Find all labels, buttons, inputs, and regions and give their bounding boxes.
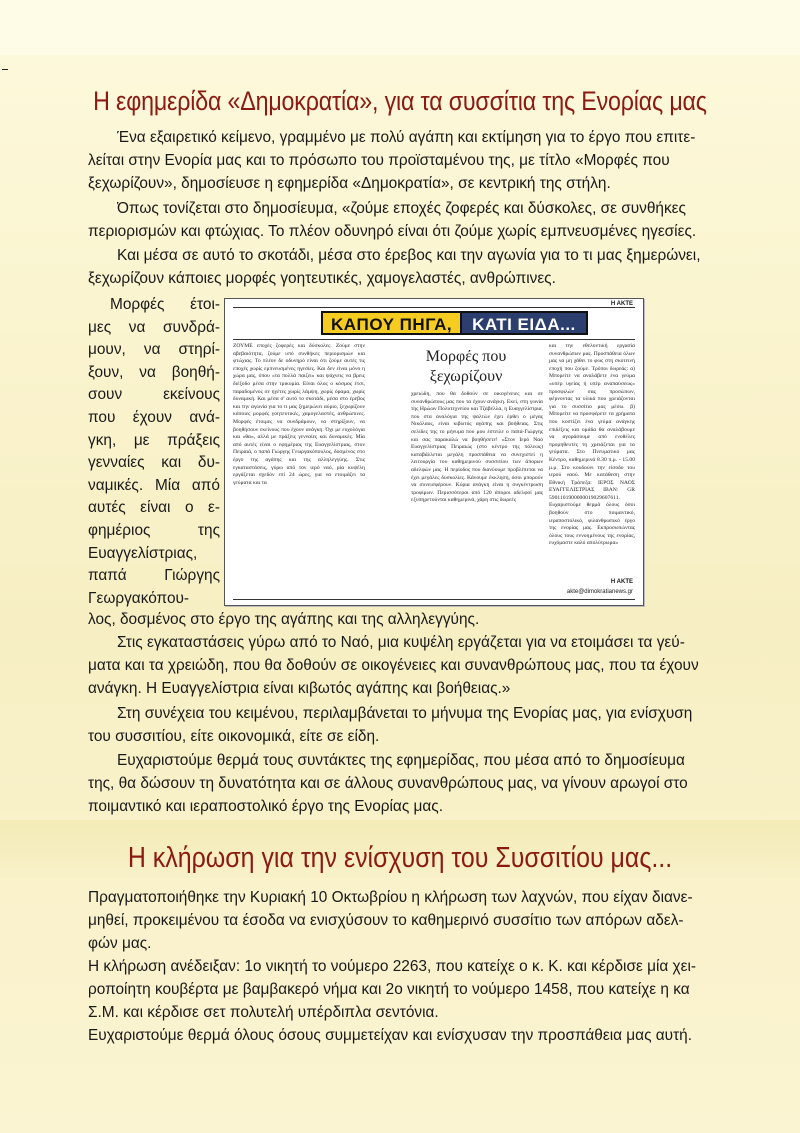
text-line: Ένα εξαιρετικό κείμενο, γραμμένο με πολύ αγάπη και εκτίμηση για το έργο που επιτε- (117, 129, 696, 146)
clipping-headline: Μορφές που ξεχωρίζουν (425, 348, 507, 385)
text-line: μηθεί, προκειμένου τα έσοδα να ενισχύσουν το καθημερινό συσσίτιο των απόρων αδελ- (88, 912, 684, 929)
text-line: που έχουν ανά- (88, 408, 220, 426)
text-line: Μορφές έτοι- (110, 296, 220, 313)
divider (233, 599, 635, 600)
clipping-banner (321, 311, 588, 335)
clipping-column-3: και την εθελοντική εργασία συνανθρώπων μας. Προσπάθεια όλων μας να μη χάθει το φως στη σκοτεινή εποχή που ζούμε. Τρόποι δωρεάς: α) Μπορείτε να αναλάβετε ένα γεύμα «υπέρ υγείας ή υπέρ αναπαύσεως» προσφιλών σας προσώπων, φέρνοντας τα υλικά που χρειάζονται για το συσσίτιο μας μέσω. β) Μπορείτε να προσφέρετε τα χρήματα που κοστίζει ένα γεύμα ανάγκης επιδέξεις και ομάδα θα αναλάβουμε να αγοράσουμε από ενοθέλες προμηθευτές τη χρειάζεται για τα γεύματα. Στο Πνευματικό μας Κέντρο, καθημερινά 8.30 π.μ. - 15.00 μ.μ. Στο κουδούνι την είσοδο του ιερού ναού. Με κατάθεση στην Εθνική Τράπεζα: ΙΕΡΟΣ ΝΑΟΣ ΕΥΑΓΓΕΛΙΣΤΡΙΑΣ IBAN: GR 5901101900000019029607611. Ευχαριστούμε θερμά όλους όσοι βοηθούν στο ποιμαντικό, ιεραποστολικό, φιλανθρωπικό έργο της ενορίας μας. Εκπροσωπώντας όλους τους εννοημένους της ενορίας, ευχόμαστε καλό απολύτρωμα» (549, 343, 635, 547)
text-line: Ευαγγελίστριας, (88, 544, 198, 562)
clipping-author: Η ΑΚΤΕ (610, 301, 633, 307)
article-title: Η εφημερίδα «Δημοκρατία», για τα συσσίτια της Ενορίας μας (93, 86, 707, 116)
text-line: Στη συνέχεια του κειμένου, περιλαμβάνεται το μήνυμα της Ενορίας μας, για ενίσχυση (117, 705, 693, 722)
text-line: ξουν, να βοηθή- (88, 363, 220, 381)
text-line: Στις εγκαταστάσεις γύρω από το Ναό, μια κυψέλη εργάζεται για να ετοιμάσει τα γεύ- (117, 634, 685, 651)
text-line: Πραγματοποιήθηκε την Κυριακή 10 Οκτωβρίου η κλήρωση των λαχνών, που είχαν διανε- (88, 889, 693, 906)
text-line: ματα και τα χρειώδη, που θα δοθούν σε οικογένειες και συνανθρώπους μας, που τα έχουν (88, 657, 699, 674)
text-line: ξεχωρίζουν», δημοσίευσε η εφημερίδα «Δημοκρατία», σε κεντρική της στήλη. (88, 175, 611, 192)
clipping-author-bottom: Η ΑΚΤΕ (610, 579, 633, 585)
text-line: παπά Γιώργης (88, 567, 220, 585)
text-line: φημέριος της (88, 521, 220, 539)
banner-right: ΚΑΤΙ ΕΙΔΑ... (462, 311, 588, 335)
banner-left: ΚΑΠΟΥ ΠΗΓΑ, (321, 311, 462, 335)
text-line: γενναίες και δυ- (88, 454, 220, 472)
text-line: Ευχαριστούμε θερμά όλους όσους συμμετείχαν και ενίσχυσαν την προσπάθεια μας αυτή. (88, 1027, 692, 1044)
text-line: της, θα δώσουν τη δυνατότητα και σε άλλους συνανθρώπους μας, να γίνουν αρωγοί στο (88, 775, 688, 792)
text-line: μουν, να στηρί- (88, 341, 220, 359)
top-band (0, 0, 800, 55)
narrow-column (88, 294, 220, 610)
text-line: περιορισμών και φτώχιας. Το πλέον οδυνηρό είναι ότι ζούμε χωρίς εμπνευσμένες ηγεσίες. (88, 223, 697, 240)
text-line: Και μέσα σε αυτό το σκοτάδι, μέσα στο έρεβος και την αγωνία για το τι μας ξημερώνει, (117, 247, 701, 264)
text-line: ανάγκη. Η Ευαγγελίστρια είναι κιβωτός αγάπης και βοήθειας.» (88, 680, 511, 697)
text-line: Ευχαριστούμε θερμά τους συντάκτες της εφημερίδας, που μέσα από το δημοσίευμα (117, 752, 685, 769)
text-line: αυτές είναι ο ε- (88, 499, 220, 517)
divider (233, 339, 635, 340)
text-line: γκη, με πράξεις (88, 431, 220, 449)
text-line: μες να συνδρά- (88, 318, 220, 336)
text-line: Η κλήρωση ανέδειξαν: 1ο νικητή το νούμερο 2263, που κατείχε ο κ. Κ. και κέρδισε μία χει- (88, 958, 697, 975)
clipping-column-1: ΖΟΥΜΕ εποχές ζοφερές και δύσκολες. Ζούμε στην αβεβαιότητα, ζούμε υπό συνθήκες περιορισμών και φτώχιας. Το πλέον δε οδυνηρό είναι ότι ζούμε αυτές τις εποχές χωρίς εμπνευσμένες ηγεσίες. Και δεν είναι μόνο η χώρα μας, όπου «τα πολλά παιζει» και ψάχνεις να βρεις διέξοδο μέσα στην τρικυμία. Είναι όλος ο κόσμος έτσι, παραδομένος σε ηγέτες χωρίς λάμψη, χωρίς όραμα, χωρίς δυναμική. Και μέσα σ' αυτό το σκοτάδι, μέσα στο έρεβος και την αγωνία για το τι μας ξημερώνει αύριο, ξεχωρίζουν κάποιες μορφές γοητευτικές, χαμογελαστές, ανθρώπινες. Μορφές έτοιμες να συνδράμουν, να στηρίξουν, να βοηθήσουν εκείνους που έχουν ανάγκη. Όχι με ευχολόγια και «θα», αλλά με πράξεις γενναίες και δυναμικές. Μία από αυτές είναι ο εφημέριος της Ευαγγελίστριας, στον Πειραιά, ο παπά Γιώργης Γεωργακόπουλος, δοσμένος στο έργο της αγάπης και της αλληλεγγύης. Στις εγκαταστάσεις, γύρω από τον ιερό ναό, μία κυψέλη εργάζεται σχεδόν επί 24 ώρες, για να ετοιμάζει τα γεύματα και τα (233, 343, 365, 486)
text-line: ξεχωρίζουν κάποιες μορφές γοητευτικές, χαμογελαστές, ανθρώπινες. (88, 270, 556, 287)
crop-mark (2, 69, 8, 70)
text-line: λος, δοσμένος στο έργο της αγάπης και της αλληλεγγύης. (88, 611, 480, 628)
article-title-2: Η κλήρωση για την ενίσχυση του Συσσιτίου μας... (127, 842, 673, 874)
text-line: σουν εκείνους (88, 386, 220, 404)
clipping-email: akte@dimokratianews.gr (566, 589, 633, 595)
text-line: ροποίητη κουβέρτα με βαμβακερό νήμα και 2ο νικητή το νούμερο 1458, που κατείχε η κα (88, 981, 690, 998)
text-line: φών μας. (88, 935, 152, 952)
text-line: Γεωργακόπου- (88, 589, 190, 607)
divider (233, 307, 635, 308)
text-line: Όπως τονίζεται στο δημοσίευμα, «ζούμε εποχές ζοφερές και δύσκολες, σε συνθήκες (117, 200, 686, 217)
newspaper-clipping (224, 298, 644, 606)
text-line: ναμικές. Μία από (88, 476, 220, 494)
text-line: ποιμαντικό και ιεραποστολικό έργο της Ενορίας μας. (88, 798, 443, 815)
text-line: του συσσιτίου, είτε οικονομικά, είτε σε είδη. (88, 728, 380, 745)
clipping-column-2: χρειώδη, που θα δοθούν σε οικογένειες και σε συνανθρώπους μας που τα έχουν ανάγκη. Εκεί, στη γωνία της Ηρώων Πολυτεχνείου και Τζαβέλλα, η Ευαγγελίστρια, που στα αναλόγια της ψαλτών έχει έρθει ο μέγας Νικόλαος, είναι κιβωτός αγάπης και βοήθειας. Στις σελίδες της το μήνυμα που μου έστειλε ο παπά-Γιώργης και σας παρακαλώ να βοηθήσετε! «Στον Ιερό Ναό Ευαγγελίστριας Πειραιώς (στο κέντρο της πόλεως) καταβάλλεται μεγάλη προσπάθεια να συνεχιστεί η λειτουργία του καθημερινού συσσιτίου των άπορων αδελφών μας. Η περίοδος που διανύουμε προβλέπεται να έχει μεγάλες δυσκολίες. Κάνουμε έκκληση, όσοι μπορούν να συνεισφέρουν. Κύρια ανάγκη είναι η συγκέντρωση τροφίμων. Περισσότεροι από 120 άποροι αδελφοί μας εξυπηρετούνται καθημερινά, χάρη στις δωρεές (411, 391, 543, 504)
text-line: λείται στην Ενορία μας και το πρόσωπο του προϊσταμένου της, με τίτλο «Μορφές που (88, 152, 670, 169)
text-line: Σ.Μ. και κέρδισε σετ πολυτελή υπέρδιπλα σεντόνια. (88, 1004, 439, 1021)
